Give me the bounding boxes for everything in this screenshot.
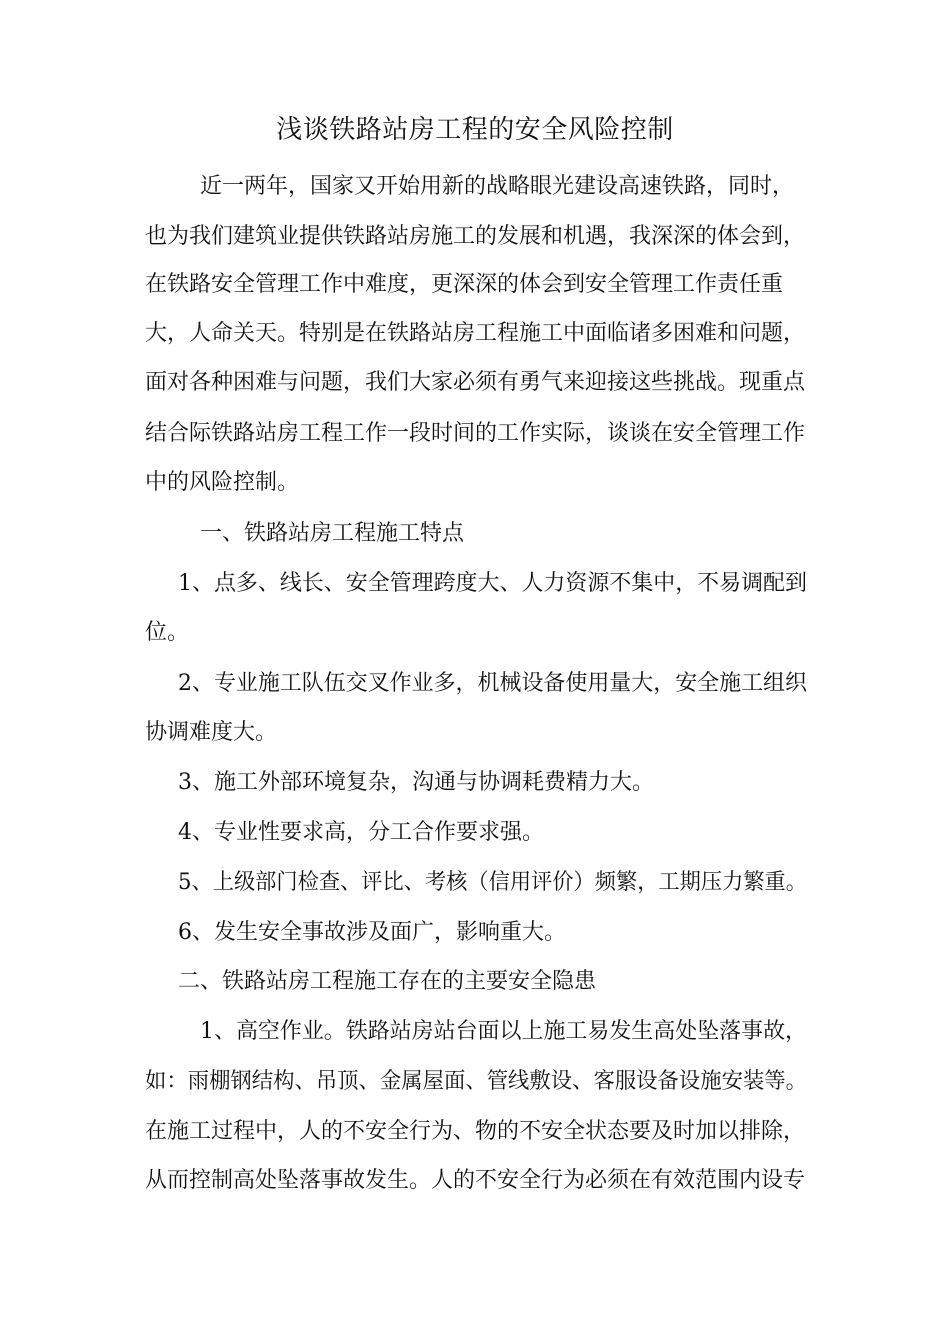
- list-item-text: 协调难度大。: [145, 720, 278, 745]
- list-item-continuation: [145, 618, 189, 648]
- list-item-text: 3、施工外部环境复杂，沟通与协调耗费精力大。: [178, 770, 654, 795]
- paragraph-line: [145, 1166, 805, 1196]
- section-heading-text: 二、铁路站房工程施工存在的主要安全隐患: [178, 969, 597, 994]
- list-item-text: 2、专业施工队伍交叉作业多，机械设备使用量大，安全施工组织: [178, 671, 807, 696]
- list-item: [178, 768, 654, 798]
- paragraph-line-text: 1、高空作业。铁路站房站台面以上施工易发生高处坠落事故，: [200, 1019, 808, 1044]
- paragraph-line-text: 从而控制高处坠落事故发生。人的不安全行为必须在有效范围内设专: [145, 1168, 806, 1193]
- paragraph-line: [145, 1117, 805, 1147]
- paragraph-line-text: 结合际铁路站房工程工作一段时间的工作实际，谈谈在安全管理工作: [145, 421, 806, 446]
- paragraph-line-text: 大，人命关天。特别是在铁路站房工程施工中面临诸多困难和问题，: [145, 321, 806, 346]
- list-item: [178, 818, 544, 848]
- paragraph-line: [145, 419, 805, 449]
- list-item: [178, 669, 808, 699]
- paragraph-line: [145, 468, 299, 498]
- section-heading: [178, 967, 596, 997]
- list-item: [178, 918, 566, 948]
- section-heading-text: 一、铁路站房工程施工特点: [200, 521, 465, 546]
- section-heading: [200, 519, 464, 549]
- paragraph-line-text: 如：雨棚钢结构、吊顶、金属屋面、管线敷设、客服设备设施安装等。: [145, 1069, 808, 1094]
- list-item-text: 1、点多、线长、安全管理跨度大、人力资源不集中，不易调配到: [178, 571, 807, 596]
- paragraph-line: [200, 172, 807, 202]
- list-item-text: 5、上级部门检查、评比、考核（信用评价）频繁，工期压力繁重。: [178, 870, 807, 895]
- list-item-continuation: [145, 718, 277, 748]
- paragraph-line-text: 也为我们建筑业提供铁路站房施工的发展和机遇，我深深的体会到，: [145, 224, 806, 249]
- list-item: [178, 868, 830, 898]
- paragraph-line: [145, 1067, 827, 1097]
- paragraph-line: [145, 319, 805, 349]
- paragraph-line: [200, 1017, 808, 1047]
- paragraph-line-text: 近一两年，国家又开始用新的战略眼光建设高速铁路，同时，: [200, 174, 795, 199]
- list-item-text: 位。: [145, 620, 190, 645]
- document-title: 浅谈铁路站房工程的安全风险控制: [276, 115, 674, 145]
- list-item-text: 6、发生安全事故涉及面广，影响重大。: [178, 920, 566, 945]
- paragraph-line-text: 中的风险控制。: [145, 470, 300, 495]
- paragraph-line-text: 在施工过程中，人的不安全行为、物的不安全状态要及时加以排除，: [145, 1119, 806, 1144]
- list-item: [178, 569, 808, 599]
- paragraph-line-text: 在铁路安全管理工作中难度，更深深的体会到安全管理工作责任重: [145, 272, 784, 297]
- paragraph-line: [145, 270, 783, 300]
- list-item-text: 4、专业性要求高，分工合作要求强。: [178, 820, 544, 845]
- paragraph-line: [145, 368, 805, 398]
- paragraph-line: [145, 222, 805, 252]
- paragraph-line-text: 面对各种困难与问题，我们大家必须有勇气来迎接这些挑战。现重点: [145, 370, 806, 395]
